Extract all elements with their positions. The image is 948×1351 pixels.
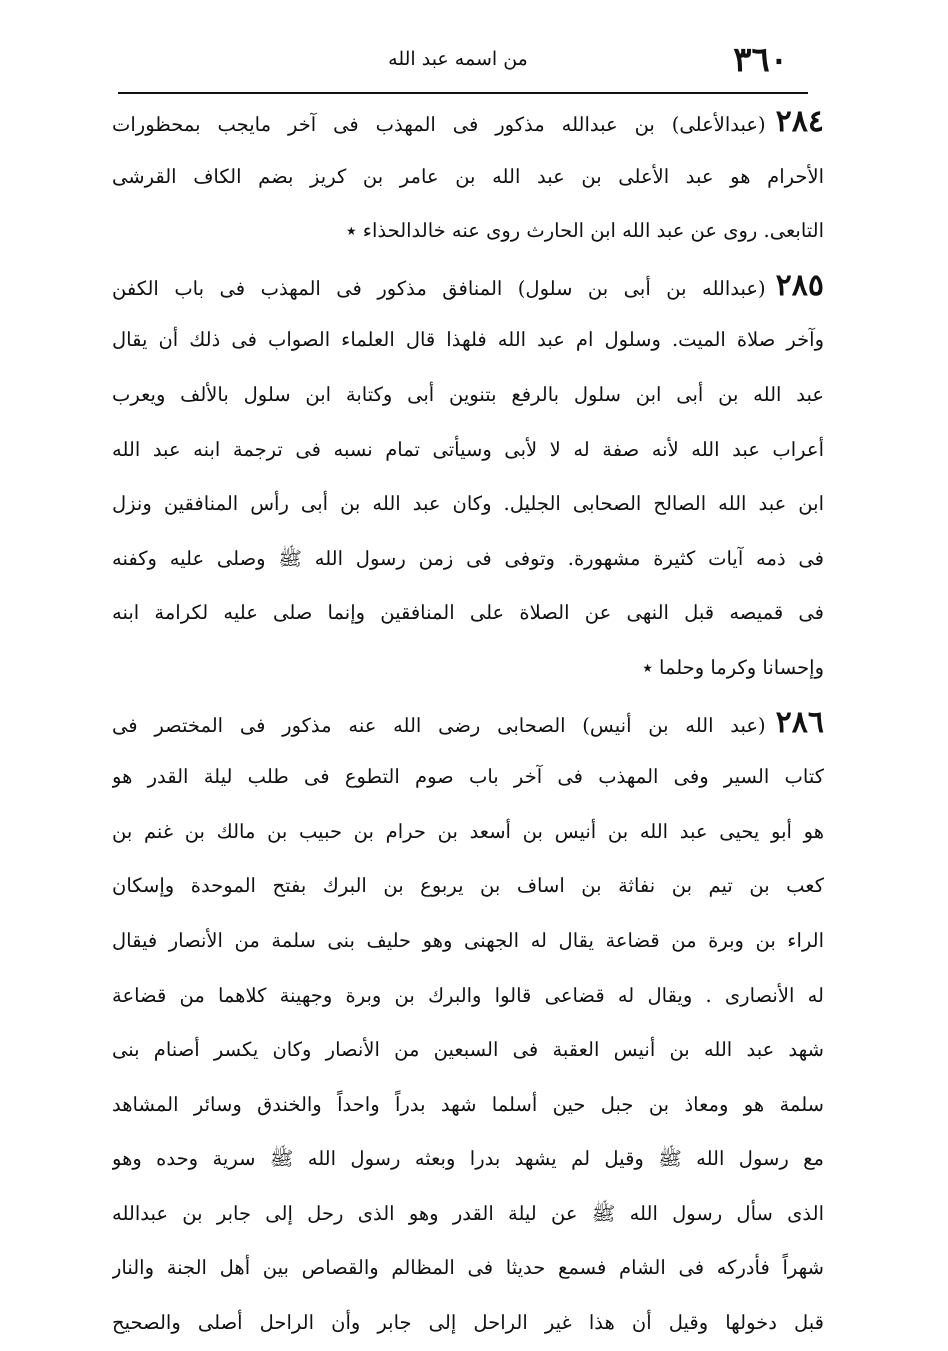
text-line: الذى سأل رسول الله ﷺ عن ليلة القدر وهو الذى رحل إلى جابر بن عبدالله (112, 1201, 824, 1225)
page-number: ٣٦٠ (733, 40, 788, 80)
running-title: من اسمه عبد الله (388, 48, 528, 70)
text-line: الراء بن وبرة من قضاعة يقال له الجهنى وهو حليف بنى سلمة من الأنصار فيقال (112, 928, 824, 952)
text-line: كتاب السير وفى المهذب فى آخر باب صوم التطوع فى طلب ليلة القدر هو (112, 765, 824, 789)
entry-text: (عبدالله بن أبى بن سلول) المنافق مذكور فى المهذب فى باب الكفن (112, 276, 766, 300)
text-line: ابن عبد الله الصالح الصحابى الجليل. وكان عبد الله بن أبى رأس المنافقين ونزل (112, 492, 824, 516)
entry-number: ٢٨٥ (775, 267, 824, 303)
text-line: فى ذمه آيات كثيرة مشهورة. وتوفى فى زمن رسول الله ﷺ وصلى عليه وكفنه (112, 546, 824, 570)
page-header (118, 38, 798, 88)
text-line: عبد الله بن أبى ابن سلول بالرفع بتنوين أبى وكتابة ابن سلول بالألف ويعرب (112, 382, 824, 406)
bottom-margin (0, 1260, 948, 1351)
entry-number: ٢٨٦ (775, 704, 824, 740)
text-line: مع رسول الله ﷺ وقيل لم يشهد بدرا وبعثه رسول الله ﷺ سرية وحده وهو (112, 1147, 824, 1171)
text-line: الأحرام هو عبد الأعلى بن عبد الله بن عامر بن كريز بضم الكاف القرشى (112, 164, 824, 188)
header-divider (118, 92, 808, 94)
text-line: له الأنصارى . ويقال له قضاعى قالوا والبرك بن وبرة وجهينة كلاهما من قضاعة (112, 983, 824, 1007)
text-line (112, 696, 824, 751)
text-line: أعراب عبد الله لأنه صفة له لا لأبى وسيأتى تمام نسبه فى ترجمة ابنه عبد الله (112, 437, 824, 461)
text-line: هو أبو يحيى عبد الله بن أنيس بن أسعد بن حرام بن حبيب بن مالك بن غنم بن (112, 819, 824, 843)
text-line: شهراً فأدركه فى الشام فسمع حديثا فى المظالم والقصاص بين أهل الجنة والنار (112, 1256, 824, 1280)
text-line: شهد عبد الله بن أنيس العقبة فى السبعين من الأنصار وكان يكسر أصنام بنى (112, 1038, 824, 1062)
text-line (112, 259, 824, 314)
entry-text: (عبدالأعلى) بن عبدالله مذكور فى المهذب فى آخر مايجب بمحظورات (112, 113, 766, 136)
text-line: كعب بن تيم بن نفاثة بن اساف بن يربوع بن البرك بفتح الموحدة وإسكان (112, 874, 824, 898)
text-line: فى قميصه قبل النهى عن الصلاة على المنافقين وإنما صلى عليه لكرامة ابنه (112, 601, 824, 625)
text-line: التابعى. روى عن عبد الله ابن الحارث روى عنه خالدالحذاء ٭ (345, 219, 824, 243)
entry-number: ٢٨٤ (775, 104, 824, 139)
text-line: وآخر صلاة الميت. وسلول ام عبد الله فلهذا قال العلماء الصواب فى ذلك أن يقال (112, 328, 824, 352)
text-line: قبل دخولها وقيل أن هذا غير الراحل إلى جابر وأن الراحل أصلى والصحيح (112, 1311, 824, 1335)
text-line: وإحسانا وكرما وحلما ٭ (642, 655, 824, 679)
entry-text: (عبد الله بن أنيس) الصحابى رضى الله عنه مذكور فى المختصر فى (112, 713, 766, 737)
text-line: سلمة هو ومعاذ بن جبل حين أسلما شهد بدراً واحداً والخندق وسائر المشاهد (112, 1092, 824, 1116)
text-line (112, 95, 824, 150)
page-body (112, 95, 824, 1351)
